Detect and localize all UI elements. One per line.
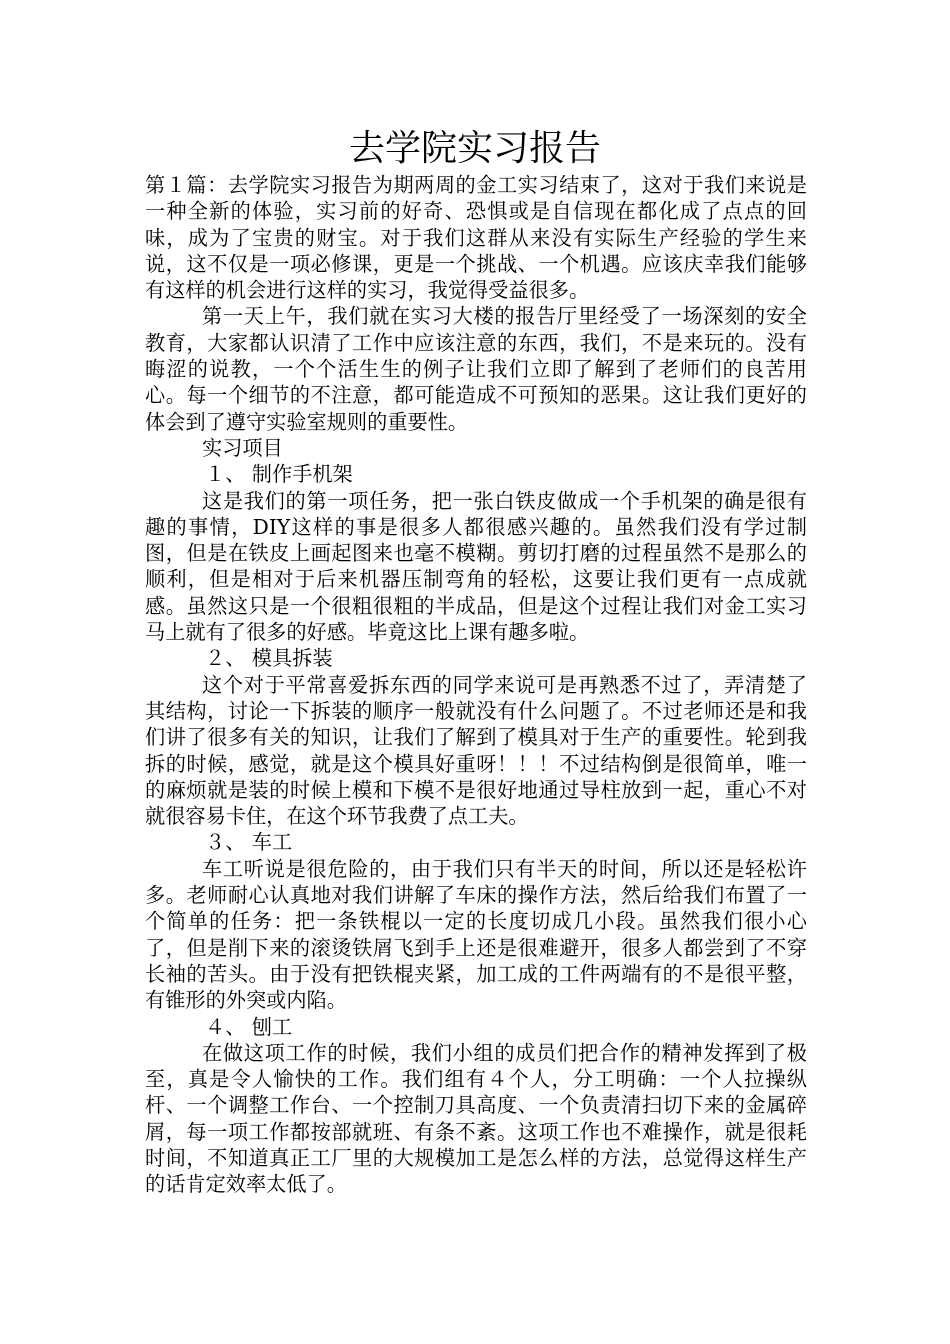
section-heading-turning: ３、 车工	[205, 830, 293, 855]
paragraph-intro: 第１篇：去学院实习报告为期两周的金工实习结束了，这对于我们来说是一种全新的体验，实习前的好奇、恐惧或是自信现在都化成了点点的回味，成为了宝贵的财宝。对于我们这群从来没有实际生产经验的学生来说，这不仅是一项必修课，更是一个挑战、一个机遇。应该庆幸我们能够有这样的机会进行这样的实习，我觉得受益很多。	[145, 173, 807, 303]
paragraph-planing: 在做这项工作的时候，我们小组的成员们把合作的精神发挥到了极至，真是令人愉快的工作。我们组有４个人，分工明确：一个人拉操纵杆、一个调整工作台、一个控制刀具高度、一个负责清扫切下来的金属碎屑，每一项工作都按部就班、有条不紊。这项工作也不难操作，就是很耗时间，不知道真正工厂里的大规模加工是怎么样的方法，总觉得这样生产的话肯定效率太低了。	[145, 1040, 807, 1197]
section-heading-planing: ４、 刨工	[205, 1014, 293, 1039]
section-heading-projects: 实习项目	[202, 435, 283, 460]
paragraph-mold: 这个对于平常喜爱拆东西的同学来说可是再熟悉不过了，弄清楚了其结构，讨论一下拆装的顺序一般就没有什么问题了。不过老师还是和我们讲了很多有关的知识，让我们了解到了模具对于生产的重要性。轮到我拆的时候，感觉，就是这个模具好重呀！！！不过结构倒是很简单，唯一的麻烦就是装的时候上模和下模不是很好地通过导柱放到一起，重心不对就很容易卡住，在这个环节我费了点工夫。	[145, 672, 807, 829]
section-heading-phone-stand: １、 制作手机架	[205, 462, 353, 487]
paragraph-first-day: 第一天上午，我们就在实习大楼的报告厅里经受了一场深刻的安全教育，大家都认识清了工作中应该注意的东西，我们，不是来玩的。没有晦涩的说教，一个个活生生的例子让我们立即了解到了老师们的良苦用心。每一个细节的不注意，都可能造成不可预知的恶果。这让我们更好的体会到了遵守实验室规则的重要性。	[145, 304, 807, 434]
section-heading-mold: ２、 模具拆装	[205, 646, 333, 671]
document-body	[145, 172, 807, 1198]
paragraph-phone-stand: 这是我们的第一项任务，把一张白铁皮做成一个手机架的确是很有趣的事情，DIY这样的事是很多人都很感兴趣的。虽然我们没有学过制图，但是在铁皮上画起图来也毫不模糊。剪切打磨的过程虽然不是那么的顺利，但是相对于后来机器压制弯角的轻松，这要让我们更有一点成就感。虽然这只是一个很粗很粗的半成品，但是这个过程让我们对金工实习马上就有了很多的好感。毕竟这比上课有趣多啦。	[145, 488, 807, 645]
paragraph-turning: 车工听说是很危险的，由于我们只有半天的时间，所以还是轻松许多。老师耐心认真地对我们讲解了车床的操作方法，然后给我们布置了一个简单的任务：把一条铁棍以一定的长度切成几小段。虽然我们很小心了，但是削下来的滚烫铁屑飞到手上还是很难避开，很多人都尝到了不穿长袖的苦头。由于没有把铁棍夹紧，加工成的工件两端有的不是很平整，有锥形的外突或内陷。	[145, 856, 807, 1013]
page-title: 去学院实习报告	[348, 128, 601, 169]
